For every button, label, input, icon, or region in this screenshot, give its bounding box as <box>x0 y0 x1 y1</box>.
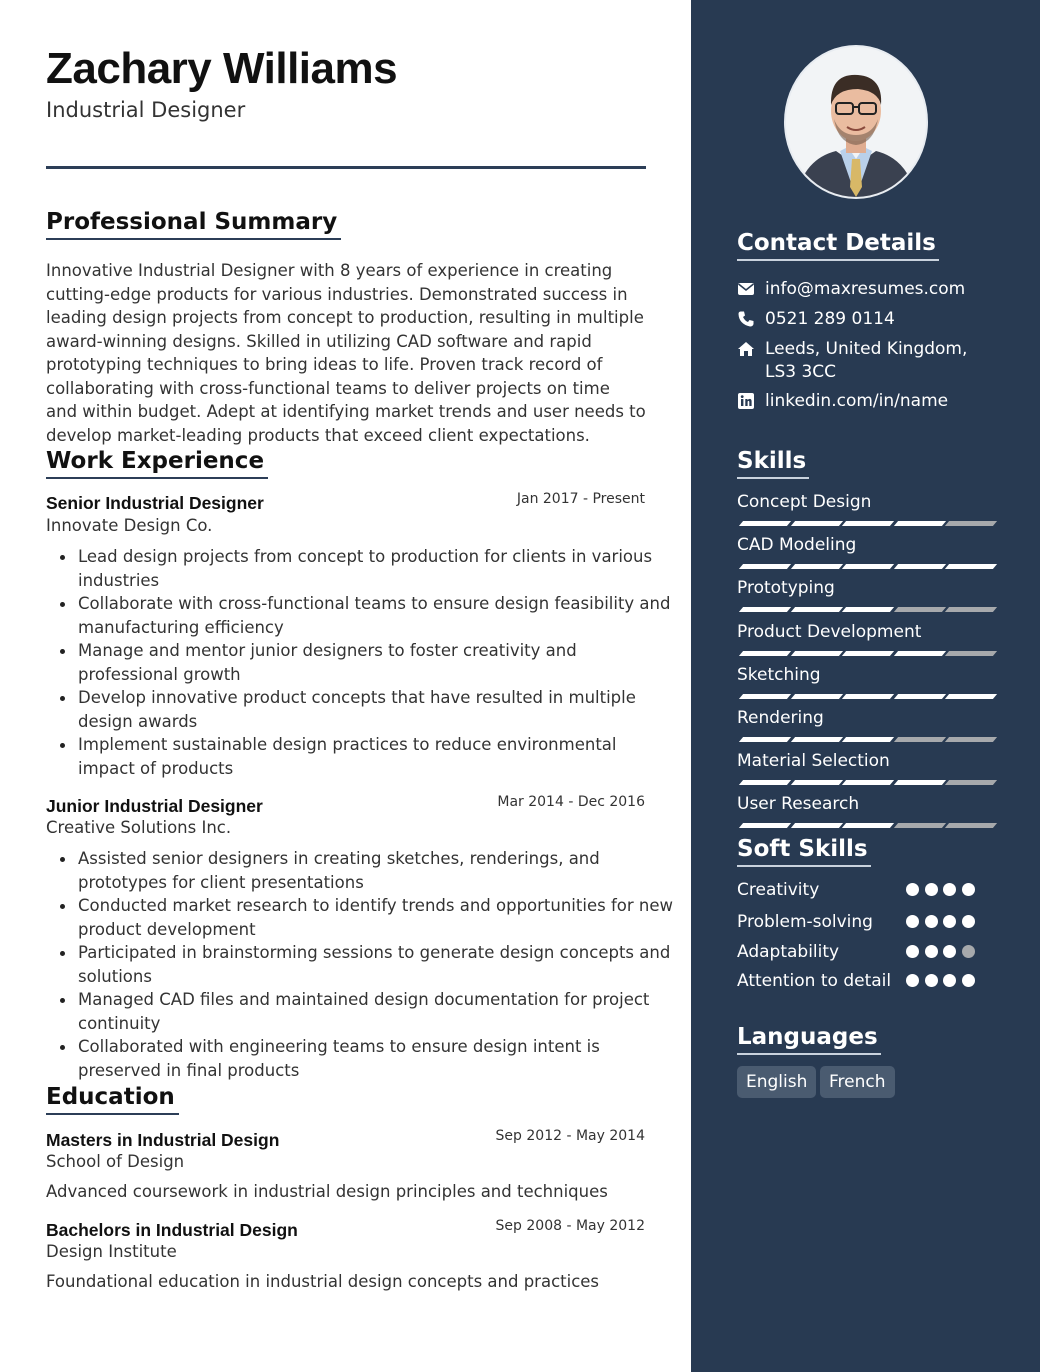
rating-dot <box>962 915 975 928</box>
soft-skills-heading: Soft Skills <box>737 834 871 867</box>
skill-level-bar <box>737 607 993 615</box>
home-icon <box>737 340 755 358</box>
skill-segment <box>739 521 791 526</box>
soft-skill-name: Attention to detail <box>737 971 892 991</box>
summary-heading: Professional Summary <box>46 207 341 240</box>
skill-segment <box>945 694 997 699</box>
degree-dates: Sep 2008 - May 2012 <box>495 1218 645 1234</box>
skill-segment <box>739 607 791 612</box>
contact-address <box>737 338 995 384</box>
skill-level-bar <box>737 651 993 659</box>
list-item: Implement sustainable design practices to reduce environmental impact of products <box>78 733 678 780</box>
skill-segment <box>739 823 791 828</box>
skill-segment <box>893 521 945 526</box>
skill-segment <box>790 521 842 526</box>
skill-segment <box>893 780 945 785</box>
list-item: Conducted market research to identify trends and opportunities for new product development <box>78 894 678 941</box>
degree-description: Advanced coursework in industrial design principles and techniques <box>46 1182 608 1201</box>
list-item: Manage and mentor junior designers to foster creativity and professional growth <box>78 639 678 686</box>
contact-heading: Contact Details <box>737 228 939 261</box>
job-dates: Jan 2017 - Present <box>516 491 645 507</box>
skill-name: Prototyping <box>737 578 835 598</box>
languages-heading: Languages <box>737 1022 881 1055</box>
portrait-image <box>786 47 926 197</box>
skill-segment <box>739 651 791 656</box>
skill-segment <box>790 607 842 612</box>
school-name: Design Institute <box>46 1242 177 1261</box>
candidate-name: Zachary Williams <box>46 44 398 93</box>
skill-level-bar <box>737 780 993 788</box>
list-item: Assisted senior designers in creating sketches, renderings, and prototypes for client presentations <box>78 847 678 894</box>
skill-segment <box>945 521 997 526</box>
header-divider <box>46 166 646 169</box>
skill-segment <box>842 651 894 656</box>
rating-dot <box>962 974 975 987</box>
email-text: info@maxresumes.com <box>765 279 966 299</box>
summary-text: Innovative Industrial Designer with 8 years of experience in creating cutting-edge products for various industries. Demonstrated success in leading design projects from concept to production, resulting in multiple award-winning designs. Skilled in utilizing CAD software and rapid prototyping techniques to bring ideas to life. Proven track record of collaborating with cross-functional teams to deliver projects on time and within budget. Adept at identifying market trends and user needs to develop market-leading products that exceed client expectations. <box>46 261 646 445</box>
job-company: Creative Solutions Inc. <box>46 818 232 837</box>
contact-linkedin[interactable] <box>737 390 995 413</box>
skill-segment <box>893 564 945 569</box>
skill-segment <box>739 564 791 569</box>
candidate-title: Industrial Designer <box>46 98 246 122</box>
skill-segment <box>790 564 842 569</box>
job-company: Innovate Design Co. <box>46 516 213 535</box>
skill-level-bar <box>737 521 993 529</box>
skill-segment <box>945 564 997 569</box>
skill-segment <box>842 694 894 699</box>
skill-name: Rendering <box>737 708 824 728</box>
profile-photo <box>784 45 928 199</box>
education-heading: Education <box>46 1082 179 1115</box>
job-dates: Mar 2014 - Dec 2016 <box>497 794 645 810</box>
rating-dot <box>906 915 919 928</box>
rating-dot <box>962 945 975 958</box>
skill-segment <box>893 651 945 656</box>
linkedin-icon <box>737 392 755 410</box>
list-item: Develop innovative product concepts that have resulted in multiple design awards <box>78 686 678 733</box>
rating-dot <box>943 945 956 958</box>
skill-segment <box>790 651 842 656</box>
job-title: Junior Industrial Designer <box>46 796 263 816</box>
skill-name: Concept Design <box>737 492 872 512</box>
skill-segment <box>790 780 842 785</box>
job-title: Senior Industrial Designer <box>46 493 264 513</box>
skill-segment <box>842 521 894 526</box>
skill-segment <box>739 780 791 785</box>
skill-level-bar <box>737 823 993 831</box>
rating-dot <box>906 974 919 987</box>
list-item: Participated in brainstorming sessions to generate design concepts and solutions <box>78 941 678 988</box>
skill-segment <box>790 737 842 742</box>
skill-segment <box>842 780 894 785</box>
phone-icon <box>737 310 755 328</box>
skill-level-bar <box>737 737 993 745</box>
skill-segment <box>739 694 791 699</box>
skill-segment <box>893 737 945 742</box>
skill-segment <box>945 737 997 742</box>
skill-segment <box>842 564 894 569</box>
skill-level-bar <box>737 694 993 702</box>
list-item: Lead design projects from concept to production for clients in various industries <box>78 545 678 592</box>
job-bullets <box>46 847 678 1082</box>
job-bullets <box>46 545 678 780</box>
rating-dot <box>925 945 938 958</box>
rating-dot <box>943 883 956 896</box>
skill-segment <box>893 607 945 612</box>
skill-name: CAD Modeling <box>737 535 857 555</box>
language-tag: English <box>737 1066 816 1098</box>
skills-heading: Skills <box>737 446 809 479</box>
contact-email[interactable] <box>737 278 995 301</box>
skill-segment <box>790 823 842 828</box>
list-item: Collaborated with engineering teams to ensure design intent is preserved in final products <box>78 1035 678 1082</box>
sidebar <box>691 0 1040 1372</box>
list-item: Collaborate with cross-functional teams to ensure design feasibility and manufacturing efficiency <box>78 592 678 639</box>
degree-dates: Sep 2012 - May 2014 <box>495 1128 645 1144</box>
experience-heading: Work Experience <box>46 446 268 479</box>
rating-dot <box>906 883 919 896</box>
address-text: Leeds, United Kingdom, LS3 3CC <box>765 339 968 382</box>
degree-title: Masters in Industrial Design <box>46 1130 280 1150</box>
language-tag: French <box>820 1066 895 1098</box>
skill-segment <box>945 607 997 612</box>
rating-dot <box>906 945 919 958</box>
rating-dot <box>962 883 975 896</box>
skill-name: User Research <box>737 794 860 814</box>
contact-phone[interactable] <box>737 308 995 331</box>
skill-segment <box>842 823 894 828</box>
skill-segment <box>842 737 894 742</box>
skill-segment <box>842 607 894 612</box>
rating-dot <box>925 883 938 896</box>
degree-title: Bachelors in Industrial Design <box>46 1220 298 1240</box>
soft-skill-name: Adaptability <box>737 942 840 962</box>
soft-skill-name: Creativity <box>737 880 820 900</box>
skill-segment <box>893 694 945 699</box>
skill-segment <box>739 737 791 742</box>
skill-level-bar <box>737 564 993 572</box>
skill-segment <box>945 780 997 785</box>
linkedin-text: linkedin.com/in/name <box>765 391 949 411</box>
rating-dot <box>925 915 938 928</box>
rating-dot <box>943 974 956 987</box>
skill-name: Sketching <box>737 665 821 685</box>
school-name: School of Design <box>46 1152 185 1171</box>
skill-segment <box>945 651 997 656</box>
skill-name: Product Development <box>737 622 922 642</box>
rating-dot <box>943 915 956 928</box>
envelope-icon <box>737 280 755 298</box>
skill-segment <box>945 823 997 828</box>
soft-skill-name: Problem-solving <box>737 912 873 932</box>
degree-description: Foundational education in industrial design concepts and practices <box>46 1272 600 1291</box>
list-item: Managed CAD files and maintained design documentation for project continuity <box>78 988 678 1035</box>
skill-segment <box>893 823 945 828</box>
rating-dot <box>925 974 938 987</box>
skill-segment <box>790 694 842 699</box>
phone-text: 0521 289 0114 <box>765 309 895 329</box>
skill-name: Material Selection <box>737 751 890 771</box>
